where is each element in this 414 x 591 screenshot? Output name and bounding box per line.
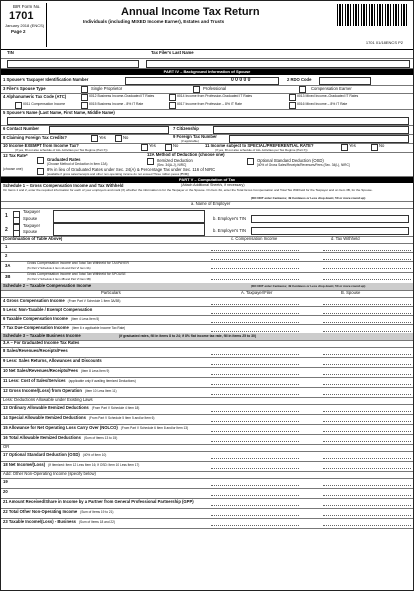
schedule3-note: (if graduated rates, fill in items 8 to 24; if 8% flat income tax rate, fill in items 25 to 30)	[119, 333, 256, 338]
employer-2-tin-input[interactable]	[251, 227, 409, 235]
sch3-item-12-label: 12 Gross Income/(Loss) from Operation (Item 10 Less Item 11)	[3, 388, 117, 393]
atc-ii013-label: II013 Mixed Income–Graduated IT Rates	[297, 94, 359, 98]
tax-rate-row	[1, 152, 413, 177]
spouse-tin-suffix: 0 0 0 0 0	[231, 77, 251, 83]
sch2-item-7-col-a-input[interactable]	[211, 324, 299, 332]
sch3-item-15-note: (From Part V Schedule 6 Item 8 and/or Item 13)	[120, 426, 189, 430]
sch3-item-22-col-a-input[interactable]	[211, 508, 299, 516]
sch3-item-16-label: 16 Total Allowable Itemized Deductions (Sum of Items 13 to 15)	[3, 435, 118, 440]
sch3-item-11-note: (applicable only if availing Itemized Deductions)	[68, 379, 136, 383]
rdo-input[interactable]	[319, 77, 371, 85]
sch3-item-11-col-b-input[interactable]	[323, 377, 411, 385]
compensation-earner-label: Compensation Earner	[311, 86, 352, 91]
exempt-no-label: No	[173, 143, 179, 148]
sch3-item-14-label: 14 Special Allowable Itemized Deductions (From Part V Schedule 5 Item 5 and/or Item 6)	[3, 415, 155, 420]
spouse-tin-label: 1 Spouse's Taxpayer Identification Number	[3, 77, 89, 82]
sch2-item-6-label: 6 Taxable Compensation Income (Item 4 Less Item 5)	[3, 316, 100, 321]
sch3-item-13-col-b-input[interactable]	[323, 404, 411, 412]
sch3-item-22-col-b-input[interactable]	[323, 508, 411, 516]
foreign-credit-no-label: No	[123, 135, 129, 140]
schedule1-attach: (Attach Additional Sheet/s, if necessary)	[181, 183, 245, 187]
form-number-label: BIR Form No.	[13, 4, 41, 9]
professional-label: Professional	[203, 86, 227, 91]
atc-row	[1, 93, 413, 110]
sch3-item-8-col-b-input[interactable]	[323, 347, 411, 355]
exempt-yes-label: Yes	[149, 143, 156, 148]
sch3-item-14-note: (From Part V Schedule 5 Item 5 and/or Item 6)	[88, 416, 155, 420]
itemized-deduction-label: Itemized Deduction	[157, 158, 193, 163]
sch3-item-17-label: 17 Optional Standard Deduction (OSD) (40% of Item 10)	[3, 452, 107, 457]
itemized-deduction-note: (Sec. 34(A-J), NIRC]	[157, 163, 187, 167]
employer-2-spouse-label: Spouse	[23, 229, 38, 234]
last-name-label: Tax Filer's Last Name	[151, 50, 194, 55]
special-rate-yes-checkbox[interactable]	[341, 144, 348, 151]
comp-row-1-num: 1	[5, 244, 8, 249]
sch3-item-15-col-a-input[interactable]	[211, 424, 299, 432]
atc-label: 4 Alphanumeric Tax Code (ATC)	[3, 94, 67, 99]
sch3-item-12-note: (Item 10 Less Item 11)	[84, 389, 117, 393]
sch2-item-5-col-a-input[interactable]	[211, 306, 299, 314]
schedule1-rounding-note: (DO NOT enter Centavos; 49 Centavos or Less drop down; 50 or more round up)	[251, 196, 366, 200]
schedule2-title: Schedule 2 – Taxable Compensation Income	[3, 283, 92, 288]
employer-entries	[1, 208, 413, 237]
employer-1-spouse-label: Spouse	[23, 216, 38, 221]
sch3-item-21-col-a-input[interactable]	[211, 498, 299, 506]
sch3-item-17-col-a-input[interactable]	[211, 451, 299, 459]
sch3-item-18-note: (If Itemized: Item 12 Less Item 16; If OSD: Item 10 Less Item 17)	[48, 463, 140, 467]
atc-ii016-label: II016 Mixed Income – 8% IT Rate	[297, 102, 348, 106]
employer-2-taxpayer-label: Taxpayer	[23, 223, 40, 228]
sch3-item-8-label: 8 Sales/Revenues/Receipts/Fees	[3, 348, 68, 353]
special-rate-yes-label: Yes	[349, 143, 356, 148]
form-number: 1701	[9, 10, 34, 22]
employer-1-spouse-checkbox[interactable]	[13, 217, 20, 224]
sch3-item-9-label: 9 Less: Sales Returns, Allowances and Discounts	[3, 358, 102, 363]
contact-label: 6 Contact Number	[3, 126, 40, 131]
employer-name-header: a. Name of Employer	[191, 201, 231, 206]
exempt-label: 10 Income EXEMPT from Income Tax?	[3, 143, 79, 148]
sch2-item-4-col-a-input[interactable]	[211, 297, 299, 305]
atc-ii015-label: II015 Business Income - 8% IT Rate	[89, 102, 144, 106]
comp-row-2-num: 2	[5, 253, 8, 258]
barcode-image	[337, 4, 407, 26]
foreign-credit-no-checkbox[interactable]	[115, 135, 122, 142]
special-rate-label: 11 Income subject to SPECIAL/PREFERENTIAL RATE?	[205, 143, 314, 148]
comp-row-3a-withheld[interactable]	[323, 261, 411, 269]
comp-row-1-withheld[interactable]	[323, 243, 411, 251]
contact-input[interactable]	[49, 126, 169, 134]
sch3-item-15-label: 15 Allowance for Net Operating Loss Carry Over (NOLCO) (From Part V Schedule 6 Item 8 and/or Item 13)	[3, 425, 189, 430]
atc-ii016-checkbox[interactable]	[289, 102, 296, 109]
sch3-item-22-label: 22 Total Other Non-Operating Income (Sum of Items 19 to 21)	[3, 509, 114, 514]
sch3-item-12-col-b-input[interactable]	[323, 387, 411, 395]
sch3-item-19-col-a-input[interactable]	[211, 478, 299, 486]
schedule2-note: (DO NOT enter Centavos; 49 Centavos or Less drop down; 50 or more round up)	[251, 283, 366, 288]
form-subtitle: Individuals (including MIXED Income Earner), Estates and Trusts	[83, 19, 225, 24]
sch2-item-7-note: (Item 6 x applicable Income Tax Rate)	[71, 326, 126, 330]
sch2-item-5-label: 5 Less: Non-Taxable / Exempt Compensation	[3, 307, 93, 312]
form-title: Annual Income Tax Return	[121, 6, 260, 18]
tin-input[interactable]	[7, 60, 139, 68]
sch3-item-20-col-a-input[interactable]	[211, 488, 299, 496]
atc-ii017-checkbox[interactable]	[169, 102, 176, 109]
sch2-item-4-label: 4 Gross Compensation Income (From Part V Schedule 1 Item 3A/3B)	[3, 298, 121, 303]
atc-ii015-checkbox[interactable]	[81, 102, 88, 109]
comp-row-3b-withheld[interactable]	[323, 272, 411, 280]
spouse-name-input[interactable]	[7, 117, 409, 125]
comp-row-1-income[interactable]	[211, 243, 299, 251]
eight-percent-label: 8% in lieu of Graduated Rates under Sec. 24(A) & Percentage Tax under Sec. 116 of NIRC	[47, 167, 216, 172]
tax-rate-label: 12 Tax Rate*	[3, 153, 28, 158]
sch2-item-5-col-b-input[interactable]	[323, 306, 411, 314]
sch3-item-20-col-b-input[interactable]	[323, 488, 411, 496]
osd-radio[interactable]	[247, 158, 254, 165]
sch3-item-14-col-b-input[interactable]	[323, 414, 411, 422]
page-number: Page 2	[11, 29, 26, 34]
sch3-item-13-col-a-input[interactable]	[211, 404, 299, 412]
foreign-tax-number-input[interactable]	[229, 135, 409, 143]
comp-row-3b-num: 3B	[5, 274, 11, 279]
sch3-item-11-label: 11 Less: Cost of Sales/Services (applicable only if availing Itemized Deductions)	[3, 378, 136, 383]
rdo-label: 2 RDO Code	[287, 77, 312, 82]
filer-type-label: 3 Filer's Spouse Type	[3, 86, 46, 91]
sch3-item-8-col-a-input[interactable]	[211, 347, 299, 355]
sch3-item-21-col-b-input[interactable]	[323, 498, 411, 506]
single-proprietor-label: Single Proprietor	[91, 86, 123, 91]
sch2-item-6-col-a-input[interactable]	[211, 315, 299, 323]
sch2-item-4-note: (From Part V Schedule 1 Item 3A/3B)	[67, 299, 121, 303]
tin-input-row	[1, 58, 413, 69]
osd-note: [40% of Gross Sales/Receipts/Revenues/Fees (Sec. 34(L), NIRC]	[257, 163, 350, 167]
sch3-item-11-col-a-input[interactable]	[211, 377, 299, 385]
sch3-item-23-row	[1, 518, 413, 529]
sch3-item-10-col-b-input[interactable]	[323, 367, 411, 375]
employer-2-name-input[interactable]	[53, 223, 205, 236]
schedule1-note: On Items 1 and 2, enter the required information for each of your employers and mark (X) whether the information is for the Taxpayer or the Spouse. On Item 3A, enter the Total Gross Compensation and Total Tax Withheld for the Taxpayer and on Item 3B, for the Spouse.	[3, 188, 373, 192]
employer-1-tin-input[interactable]	[251, 215, 409, 223]
graduated-rates-note: (Choose Method of Deduction in Item 12A)	[47, 162, 108, 166]
schedule3a-title: 3.A – For Graduated Income Tax Rates	[3, 340, 80, 345]
sch3-item-23-col-b-input[interactable]	[323, 518, 411, 526]
atc-ii014-checkbox[interactable]	[169, 94, 176, 101]
sch3-item-23-note: (Sum of Items 18 and 22)	[79, 520, 115, 524]
sch3-item-18-col-a-input[interactable]	[211, 461, 299, 469]
sch3-item-10-col-a-input[interactable]	[211, 367, 299, 375]
column-b-header: B. Spouse	[341, 290, 361, 295]
sch3-item-17-col-b-input[interactable]	[323, 451, 411, 459]
foreign-tax-number-label: 9 Foreign Tax Number	[173, 134, 217, 139]
sch2-item-4-col-b-input[interactable]	[323, 297, 411, 305]
special-rate-note: (If yes, fill out also schedule of ALL Activities per Tax Regime (Part X))	[215, 148, 308, 152]
employer-1-tin-label: b. Employer's TIN	[213, 216, 247, 221]
comp-row-3b-income[interactable]	[211, 272, 299, 280]
employer-row-1-num: 1	[5, 213, 8, 219]
sch3-item-23-col-a-input[interactable]	[211, 518, 299, 526]
particulars-header: Particulars	[101, 290, 121, 295]
sch3-item-18-col-b-input[interactable]	[323, 461, 411, 469]
form-header	[1, 1, 413, 50]
atc-ii013-checkbox[interactable]	[289, 94, 296, 101]
schedule1-header	[1, 183, 413, 202]
other-income-heading-text: Add: Other Non-Operating Income (specify below)	[3, 471, 96, 476]
graduated-rates-radio[interactable]	[37, 157, 44, 164]
comp-row-3a-income[interactable]	[211, 261, 299, 269]
column-a-header: A. Taxpayer/Filer	[241, 290, 273, 295]
last-name-input[interactable]	[146, 60, 410, 68]
comp-row-3a-note: (To Part V Schedule 2 Item 4A and Part VI Item 3A)	[27, 266, 91, 270]
sch3-item-19-col-b-input[interactable]	[323, 478, 411, 486]
sch3-item-16-note: (Sum of Items 13 to 15)	[83, 436, 118, 440]
sch3-item-15-col-b-input[interactable]	[323, 424, 411, 432]
citizenship-label: 7 Citizenship	[173, 126, 199, 131]
atc-ii011-checkbox[interactable]	[15, 102, 22, 109]
citizenship-input[interactable]	[213, 126, 409, 134]
sch3-item-16-col-a-input[interactable]	[211, 434, 299, 442]
sch3-item-19-label: 19	[3, 479, 8, 484]
schedule3-title: Schedule 3 – Taxable Business Income	[3, 333, 81, 338]
employer-2-tin-label: b. Employer's TIN	[213, 228, 247, 233]
foreign-credit-label: 8 Claiming Foreign Tax Credits?	[3, 135, 67, 140]
continuation-label: (Continuation of Table Above)	[3, 236, 63, 241]
sch3-item-12-col-a-input[interactable]	[211, 387, 299, 395]
comp-row-3a-num: 3A	[5, 263, 11, 268]
single-proprietor-checkbox[interactable]	[81, 86, 88, 93]
tin-label: TIN	[7, 50, 14, 55]
sch3-item-18-label: 18 Net Income/(Loss) (If Itemized: Item 12 Less Item 16; If OSD: Item 10 Less Item 17)	[3, 462, 140, 467]
atc-ii012-label: II012 Business Income-Graduated IT Rates	[89, 94, 155, 98]
compensation-earner-checkbox[interactable]	[299, 86, 306, 93]
or-separator-text: OR	[3, 444, 10, 449]
sch3-item-21-label: 21 Amount Received/Share in Income by a Partner from General Professional Partnership (GPP)	[3, 499, 194, 504]
special-rate-no-label: No	[379, 143, 385, 148]
deduction-method-label: 12A Method of Deduction (choose one)	[147, 152, 225, 157]
comp-row-3a-label: Gross Compensation Income and Total Tax Withheld for TAXPAYER	[27, 261, 129, 265]
schedule1-title: Schedule 1 – Gross Compensation Income and Tax Withheld	[3, 183, 124, 188]
sch3-item-9-col-a-input[interactable]	[211, 357, 299, 365]
employer-1-name-input[interactable]	[53, 210, 205, 223]
sch3-item-13-note: (From Part V Schedule 4 Item 18)	[91, 406, 140, 410]
employer-row-2-num: 2	[5, 227, 8, 233]
sch2-item-7-label: 7 Tax Due-Compensation Income (Item 6 x applicable Income Tax Rate)	[3, 325, 126, 330]
comp-row-3b-label: Gross Compensation Income and Total Tax Withheld for SPOUSE	[27, 272, 126, 276]
atc-ii011-label: II011 Compensation Income	[23, 102, 66, 106]
atc-ii017-label: II017 Income from Profession – 8% IT Rate	[177, 102, 242, 106]
spouse-name-row	[1, 109, 413, 126]
comp-income-header: c. Compensation Income	[231, 236, 278, 241]
sch3-item-23-label: 23 Taxable Income/(Loss) - Business (Sum of Items 18 and 22)	[3, 519, 115, 524]
sch3-item-14-col-a-input[interactable]	[211, 414, 299, 422]
sch2-item-6-note: (Item 4 Less Item 5)	[70, 317, 100, 321]
sch3-item-9-col-b-input[interactable]	[323, 357, 411, 365]
comp-row-3b-note: (To Part V Schedule 2 Item 4B and Part VI Item 3B)	[27, 277, 91, 281]
special-rate-no-checkbox[interactable]	[371, 144, 378, 151]
comp-row-2-income[interactable]	[211, 252, 299, 260]
osd-label: Optional Standard Deduction (OSD)	[257, 158, 324, 163]
exempt-yes-checkbox[interactable]	[141, 144, 148, 151]
sch3-item-10-label: 10 Net Sales/Revenues/Receipts/Fees (Item 8 Less Item 9)	[3, 368, 110, 373]
graduated-rates-label: Graduated Rates	[47, 157, 81, 162]
professional-checkbox[interactable]	[193, 86, 200, 93]
itemized-deduction-radio[interactable]	[147, 158, 154, 165]
sch3-item-22-note: (Sum of Items 19 to 21)	[80, 510, 114, 514]
atc-ii014-label: II014 Income from Profession-Graduated IT Rates	[177, 94, 253, 98]
atc-ii012-checkbox[interactable]	[81, 94, 88, 101]
spouse-tin-input[interactable]	[125, 77, 279, 85]
sch3-item-17-note: (40% of Item 10)	[82, 453, 107, 457]
barcode-code: 1701 01/18ENCS P2	[365, 40, 403, 45]
exempt-no-checkbox[interactable]	[165, 144, 172, 151]
foreign-credit-yes-label: Yes	[99, 135, 106, 140]
foreign-tax-number-note: (if applicable)	[181, 139, 199, 143]
sch2-item-7-col-b-input[interactable]	[323, 324, 411, 332]
sch2-item-6-col-b-input[interactable]	[323, 315, 411, 323]
comp-row-2-withheld[interactable]	[323, 252, 411, 260]
sch3-item-13-label: 13 Ordinary Allowable Itemized Deductions (From Part V Schedule 4 Item 18)	[3, 405, 140, 410]
tax-withheld-header: d. Tax Withheld	[331, 236, 360, 241]
sch3-item-20-label: 20	[3, 489, 8, 494]
foreign-credit-yes-checkbox[interactable]	[91, 135, 98, 142]
spouse-name-label: 5 Spouse's Name (Last Name, First Name, Middle Name)	[3, 110, 115, 115]
sch3-item-16-col-b-input[interactable]	[323, 434, 411, 442]
sch3-item-10-note: (Item 8 Less Item 9)	[80, 369, 110, 373]
eight-percent-note: [available if gross sales/receipts and other non-operating income do not exceed Three million pesos (₱3M)]	[47, 171, 190, 176]
employer-1-taxpayer-label: Taxpayer	[23, 209, 40, 214]
form-date: January 2018 (ENCS)	[5, 23, 45, 28]
part5-header: PART V – Computation of Tax	[1, 177, 413, 183]
deductions-heading-text: Less: Deductions Allowable under Existing Laws	[3, 397, 93, 402]
eight-percent-radio[interactable]	[37, 168, 44, 175]
tax-rate-choose: (choose one)	[3, 167, 23, 171]
part4-header: PART IV – Background Information of Spouse	[1, 69, 413, 75]
exempt-note: (If yes, fill out also schedule of ALL Activities per Tax Regime (Part X))	[15, 148, 108, 152]
